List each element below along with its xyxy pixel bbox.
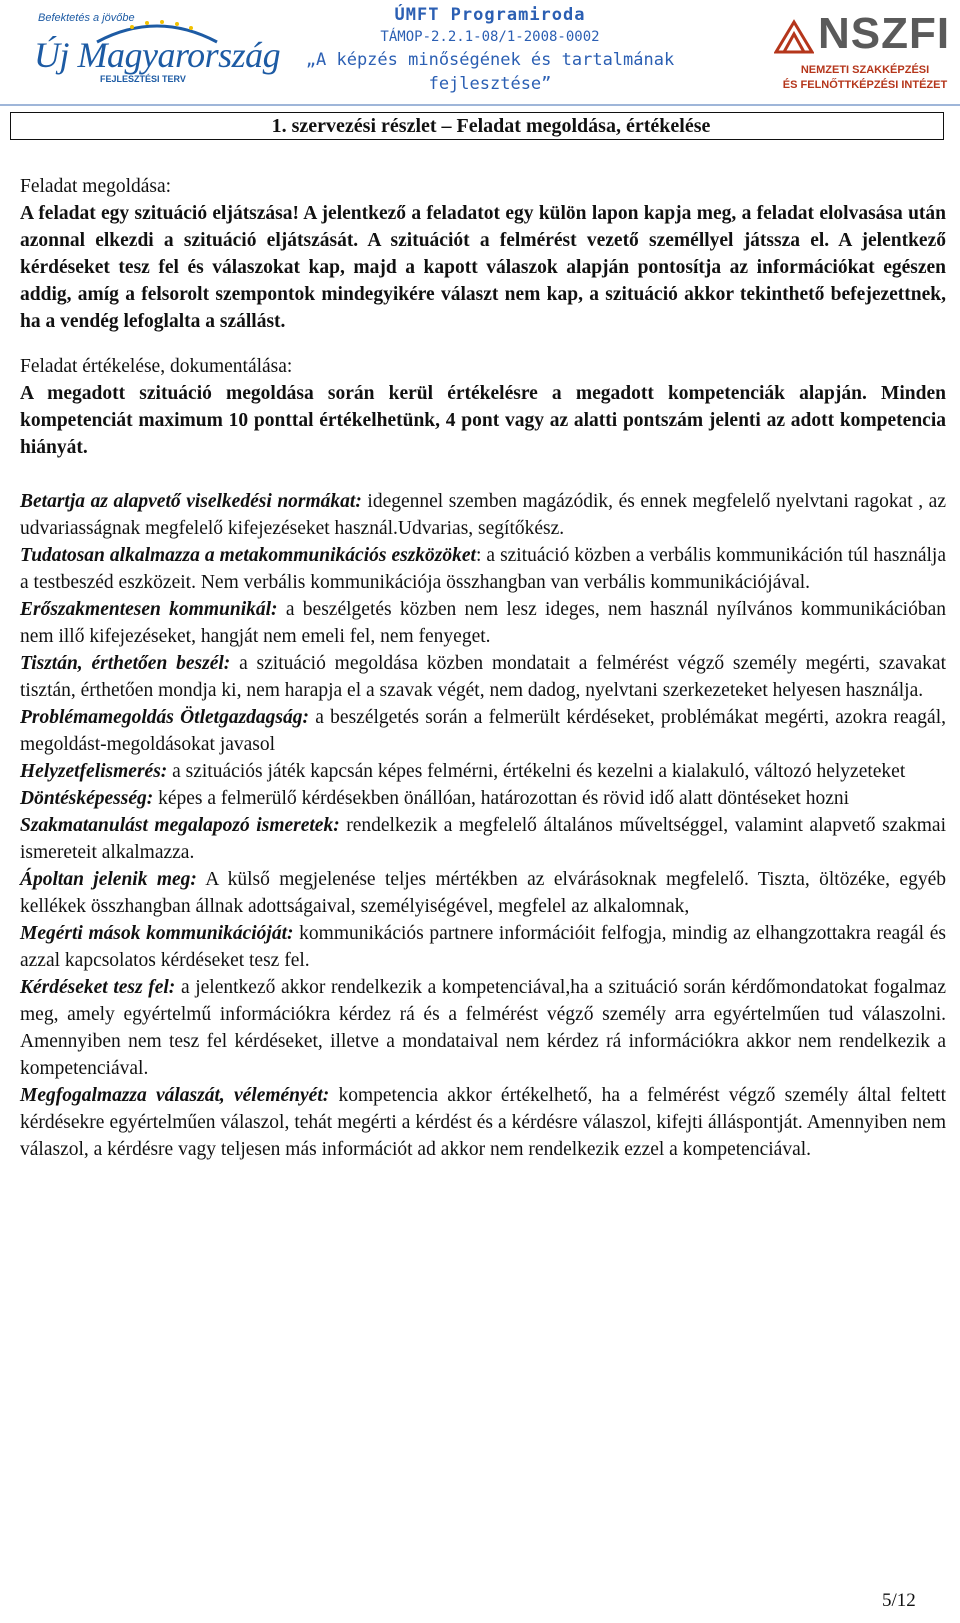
competency-desc: rendelkezik a megfelelő általános műveltséggel, valamint alapvető szakmai ismereteit alkalmazza. (20, 815, 946, 863)
competency-term: Betartja az alapvető viselkedési normákat: (20, 491, 362, 512)
program-header (280, 4, 700, 96)
competency-desc: idegennel szemben magázódik, és ennek megfelelő nyelvtani ragokat , az udvariasságnak megfelelő kifejezéseket használ.Udvarias, segítőkész. (20, 491, 946, 539)
competency-desc: a szituáció megoldása közben mondatait a felmérést végző személy megérti, szavakat tisztán, érthetően mondja ki, nem harapja el a szavak végét, nem dadog, nyelvtani szerkezeteket helyesen használja. (20, 653, 946, 701)
competency-desc: a beszélgetés során a felmerült kérdéseket, problémákat megérti, azokra reagál, megoldást-megoldásokat javasol (20, 707, 947, 755)
nszfi-line2: ÉS FELNŐTTKÉPZÉSI INTÉZET (782, 79, 948, 91)
competency-term: Ápoltan jelenik meg: (20, 869, 197, 890)
competency-item (20, 596, 946, 650)
program-code: TÁMOP-2.2.1-08/1-2008-0002 (380, 29, 600, 45)
program-title-1: „A képzés minőségének és tartalmának (305, 50, 675, 70)
competency-item (20, 488, 946, 542)
competency-item (20, 1082, 946, 1163)
competency-term: Helyzetfelismerés: (20, 761, 168, 782)
page-number: 5/12 (882, 1590, 916, 1611)
section-title: 1. szervezési részlet – Feladat megoldása, értékelése (271, 115, 711, 137)
competency-term: Problémamegoldás Ötletgazdagság: (20, 707, 309, 728)
competency-desc: a jelentkező akkor rendelkezik a kompetenciával,ha a szituáció során kérdőmondatokat fogalmaz meg, amely egyértelmű információkra kérdez rá és a felmérést végző személy arra egyértelműen tud válaszolni. Amennyiben nem tesz fel kérdéseket, illetve a mondataival nem kérdez rá információkra akkor nem rendelkezik a kompetenciával. (20, 977, 946, 1079)
competency-item (20, 812, 946, 866)
competency-term: Tisztán, érthetően beszél: (20, 653, 231, 674)
solution-text: A feladat egy szituáció eljátszása! A jelentkező a feladatot egy külön lapon kapja meg, a feladat elolvasása után azonnal elkezdi a szituáció eljátszását. A szituációt a felmérést vezető személlyel játssza el. A jelentkező kérdéseket tesz fel és válaszokat kap, majd a kapott válaszok alapján pontosítja az információkat egészen addig, amíg a felsorolt szempontok mindegyikére választ nem kap, a szituáció akkor tekinthető befejezettnek, ha a vendég lefoglalta a szállást. (20, 203, 946, 332)
uj-magyarorszag-logo (30, 8, 281, 92)
competency-desc: a beszélgetés közben nem lesz ideges, nem használ nyílvános kommunikációban nem illő kifejezéseket, hangját nem emeli fel, nem fenyeget. (20, 599, 946, 647)
nszfi-line1: NEMZETI SZAKKÉPZÉSI (800, 64, 930, 76)
competency-desc: A külső megjelenése teljes mértékben az elvárásoknak megfelelő. Tiszta, öltözéke, egyéb kellékek összhangban állnak adottságaival, személyiségével, megfelel az alkalomnak, (20, 869, 946, 917)
competency-item (20, 974, 946, 1082)
program-office: ÚMFT Programiroda (394, 5, 586, 25)
header-divider (0, 104, 960, 106)
logo-subtitle: FEJLESZTÉSI TERV (100, 74, 186, 84)
competency-desc: : a szituáció közben a verbális kommunikáción túl használja a testbeszéd eszközeit. Nem verbális kommunikációja összhangban van verbális kommunikációjával. (20, 545, 947, 593)
competency-term: Kérdéseket tesz fel: (20, 977, 176, 998)
nszfi-logo (770, 8, 960, 98)
competency-item (20, 758, 946, 785)
logo-slogan: Befektetés a jövőbe (38, 12, 135, 24)
competency-term: Megérti mások kommunikációját: (20, 923, 294, 944)
document-body (20, 173, 946, 1163)
competency-term: Tudatosan alkalmazza a metakommunikációs eszközöket (20, 545, 476, 566)
competency-item (20, 920, 946, 974)
logo-wordmark: Új Magyarország (34, 35, 281, 75)
nszfi-wordmark: NSZFI (818, 9, 951, 58)
solution-label: Feladat megoldása: (20, 176, 172, 197)
competency-desc: kommunikációs partnere információit felfogja, mindig az elhangzottakra reagál és azzal kapcsolatos kérdéseket tesz fel. (20, 923, 946, 971)
program-title-2: fejlesztése” (428, 74, 552, 94)
nszfi-mark-icon (774, 18, 814, 54)
section-title-box (10, 112, 944, 140)
competency-item (20, 785, 946, 812)
competency-item (20, 650, 946, 704)
evaluation-text: A megadott szituáció megoldása során kerül értékelésre a megadott kompetenciák alapján. Minden kompetenciát maximum 10 ponttal értékelhetünk, 4 pont vagy az alatti pontszám jelenti az adott kompetencia hiányát. (20, 383, 946, 458)
competency-item (20, 866, 946, 920)
competency-item (20, 704, 946, 758)
competency-item (20, 542, 946, 596)
competency-term: Erőszakmentesen kommunikál: (20, 599, 278, 620)
evaluation-label: Feladat értékelése, dokumentálása: (20, 356, 293, 377)
competency-term: Döntésképesség: (20, 788, 154, 809)
competency-desc: kompetencia akkor értékelhető, ha a felmérést végző személy által feltett kérdésekre egyértelműen válaszol, tehát megérti a kérdést és a kérdésre válaszol, kifejti álláspontját. Amennyiben nem válaszol, a kérdésre vagy teljesen más információt ad akkor nem rendelkezik ezzel a kompetenciával. (20, 1085, 946, 1160)
competency-desc: a szituációs játék kapcsán képes felmérni, értékelni és kezelni a kialakuló, változó helyzeteket (167, 761, 906, 782)
competency-term: Megfogalmazza válaszát, véleményét: (20, 1085, 330, 1106)
competency-desc: képes a felmerülő kérdésekben önállóan, határozottan és rövid idő alatt döntéseket hozni (153, 788, 850, 809)
page-header (0, 0, 960, 112)
competency-term: Szakmatanulást megalapozó ismeretek: (20, 815, 340, 836)
